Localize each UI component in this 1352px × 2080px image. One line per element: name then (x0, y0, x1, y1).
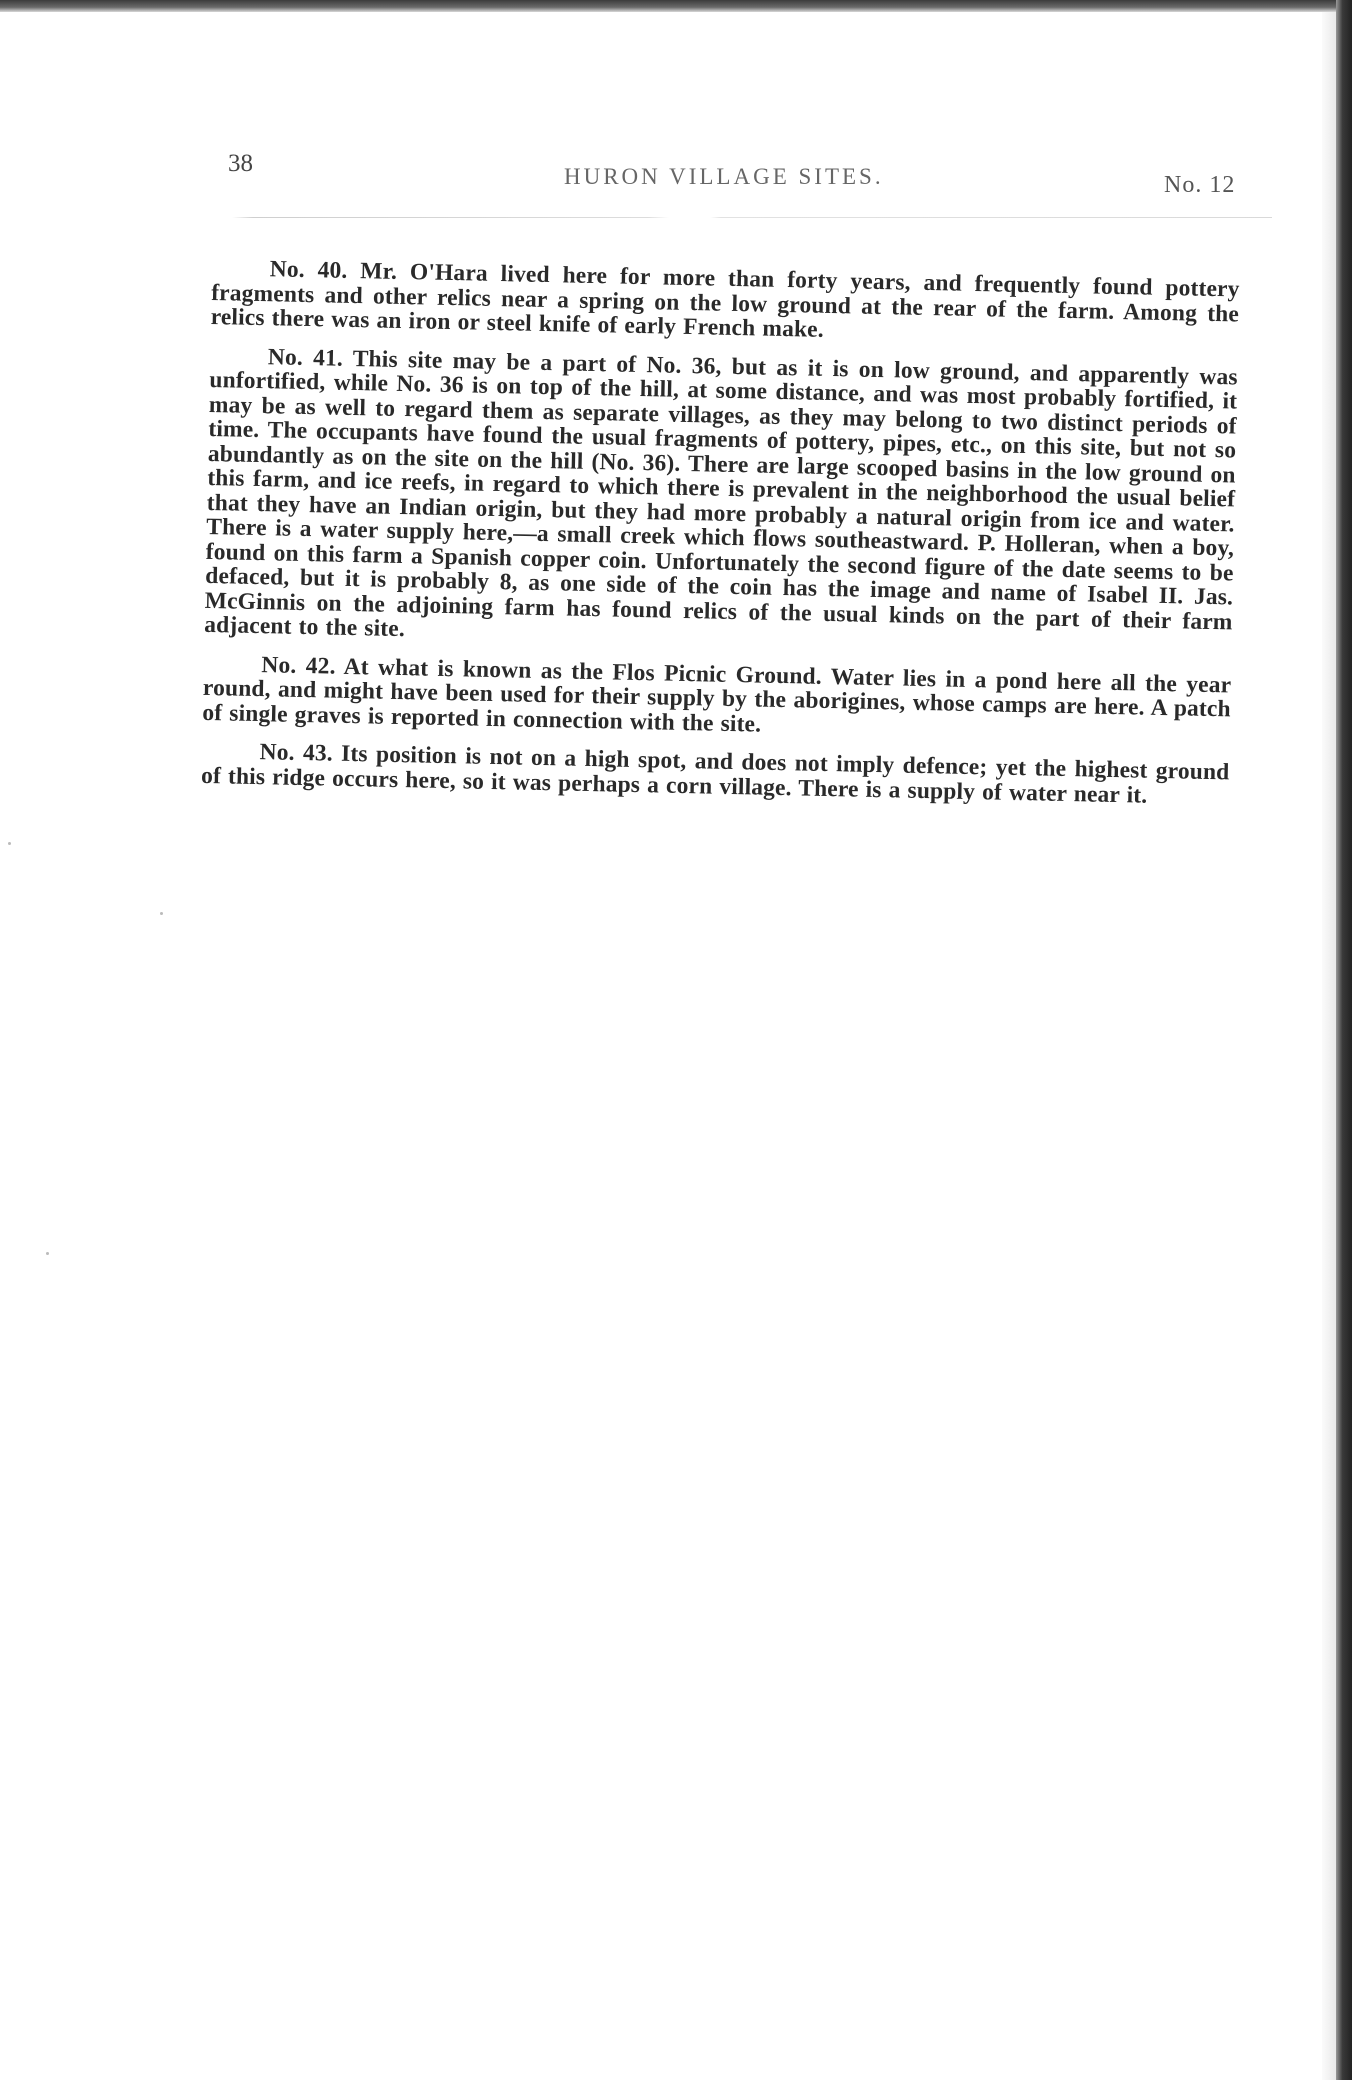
header-rule (232, 217, 1272, 218)
page-number: 38 (228, 150, 253, 177)
running-head (228, 142, 1268, 202)
scan-speck (8, 842, 11, 845)
book-page (0, 12, 1322, 2080)
page-edge (1322, 12, 1336, 2080)
scan-speck (46, 1252, 49, 1255)
paragraph-site-42: No. 42. At what is known as the Flos Picnic Ground. Water lies in a pond here all the year round, and might have been used for their supply by the aborigines, whose camps are here. A patch of single graves is reported in connection with the site. (202, 651, 1232, 738)
paragraph-site-41: No. 41. This site may be a part of No. 36, but as it is on low ground, and apparently was unfortified, while No. 36 is on top of the hill, at some distance, and was most probably fortified, it may be as well to regard them as separate villages, as they may belong to two distinct periods of time. The occupants have found the usual fragments of pottery, pipes, etc., on this site, but not so abundantly as on the site on the hill (No. 36). There are large scooped basins in the low ground on this farm, and ice reefs, in regard to which there is prevalent in the neighborhood the usual belief that they have an Indian origin, but they had more probably a natural origin from ice and water. There is a water supply here,—a small creek which flows southeastward. P. Holleran, when a boy, found on this farm a Spanish copper coin. Unfortunately the second figure of the date seems to be defaced, but it is probably 8, as one side of the coin has the image and name of Isabel II. Jas. McGinnis on the adjoining farm has found relics of the usual kinds on the part of their farm adjacent to the site. (204, 343, 1238, 643)
series-number: No. 12 (1164, 172, 1236, 198)
running-title: HURON VILLAGE SITES. (564, 164, 884, 189)
body-text (201, 256, 1240, 823)
scan-border-right (1336, 0, 1352, 2080)
paragraph-site-40: No. 40. Mr. O'Hara lived here for more than forty years, and frequently found pottery fragments and other relics near a spring on the low ground at the rear of the farm. Among the relics there was an iron or steel knife of early French make. (210, 256, 1240, 343)
paragraph-site-43: No. 43. Its position is not on a high spot, and does not imply defence; yet the highest ground of this ridge occurs here, so it was perhaps a corn village. There is a supply of water near it. (200, 739, 1230, 809)
scan-border-top (0, 0, 1352, 12)
scan-speck (160, 912, 163, 915)
